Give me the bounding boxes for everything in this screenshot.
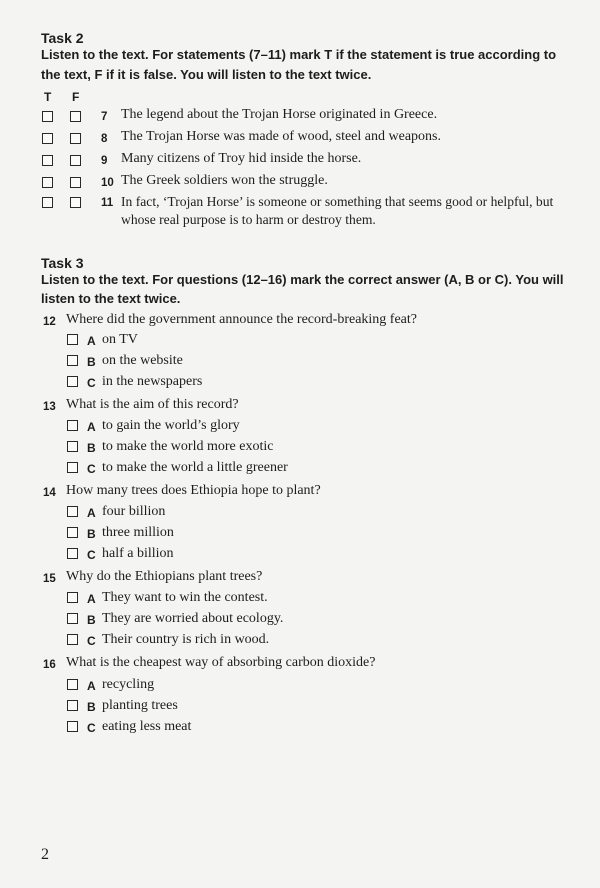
true-column-header: T	[44, 90, 52, 104]
q14-option-a-text: four billion	[102, 504, 166, 519]
q13-option-a-text: to gain the world’s glory	[102, 418, 240, 433]
statement-8-true-checkbox[interactable]	[42, 133, 53, 144]
false-column-header: F	[72, 90, 80, 104]
task3-instruction-line1: Listen to the text. For questions (12–16) mark the correct answer (A, B or C). You will	[41, 272, 564, 287]
q15-option-a-text: They want to win the contest.	[102, 590, 268, 605]
q13-option-a-letter: A	[87, 420, 96, 434]
page-number: 2	[41, 846, 49, 863]
q16-option-b-letter: B	[87, 700, 96, 714]
question-12-text: Where did the government announce the record-breaking feat?	[66, 312, 417, 327]
q13-option-c-text: to make the world a little greener	[102, 460, 288, 475]
q16-option-a-text: recycling	[102, 677, 155, 692]
q15-option-c-text: Their country is rich in wood.	[102, 632, 270, 647]
question-14-number: 14	[43, 487, 56, 499]
statement-11-true-checkbox[interactable]	[42, 197, 53, 208]
q14-option-a-letter: A	[87, 506, 96, 520]
statement-10-text: The Greek soldiers won the struggle.	[121, 173, 328, 188]
question-16-text: What is the cheapest way of absorbing carbon dioxide?	[66, 655, 376, 670]
statement-7-text: The legend about the Trojan Horse originated in Greece.	[121, 107, 438, 122]
q14-option-a-checkbox[interactable]	[67, 506, 78, 517]
task2-title: Task 2	[41, 30, 84, 46]
q12-option-a-text: on TV	[102, 332, 138, 347]
q15-option-b-text: They are worried about ecology.	[102, 611, 284, 626]
q12-option-b-text: on the website	[102, 353, 183, 368]
q13-option-b-text: to make the world more exotic	[102, 439, 274, 454]
statement-11-false-checkbox[interactable]	[70, 197, 81, 208]
statement-8-text: The Trojan Horse was made of wood, steel and weapons.	[121, 129, 441, 144]
q12-option-b-checkbox[interactable]	[67, 355, 78, 366]
q15-option-a-letter: A	[87, 592, 96, 606]
q14-option-b-checkbox[interactable]	[67, 527, 78, 538]
question-15-number: 15	[43, 573, 56, 585]
question-13-text: What is the aim of this record?	[66, 397, 239, 412]
question-15-text: Why do the Ethiopians plant trees?	[66, 569, 263, 584]
statement-7-false-checkbox[interactable]	[70, 111, 81, 122]
q13-option-b-letter: B	[87, 441, 96, 455]
statement-7-number: 7	[101, 111, 108, 123]
question-12-number: 12	[43, 316, 56, 328]
statement-8-false-checkbox[interactable]	[70, 133, 81, 144]
statement-11-text-line2: whose real purpose is to harm or destroy them.	[121, 212, 376, 227]
statement-7-true-checkbox[interactable]	[42, 111, 53, 122]
task3-title: Task 3	[41, 255, 84, 271]
q14-option-b-text: three million	[102, 525, 174, 540]
q13-option-b-checkbox[interactable]	[67, 441, 78, 452]
question-16-number: 16	[43, 659, 56, 671]
statement-11-text-line1: In fact, ‘Trojan Horse’ is someone or something that seems good or helpful, but	[121, 194, 554, 209]
q12-option-c-checkbox[interactable]	[67, 376, 78, 387]
task3-instruction-line2: listen to the text twice.	[41, 291, 181, 306]
statement-10-number: 10	[101, 177, 114, 189]
q13-option-c-letter: C	[87, 462, 96, 476]
q12-option-b-letter: B	[87, 355, 96, 369]
statement-11-number: 11	[101, 197, 114, 209]
question-14-text: How many trees does Ethiopia hope to plant?	[66, 483, 321, 498]
q14-option-b-letter: B	[87, 527, 96, 541]
q12-option-a-checkbox[interactable]	[67, 334, 78, 345]
q15-option-c-letter: C	[87, 634, 96, 648]
q15-option-a-checkbox[interactable]	[67, 592, 78, 603]
statement-8-number: 8	[101, 133, 108, 145]
statement-9-text: Many citizens of Troy hid inside the horse.	[121, 151, 362, 166]
q15-option-b-letter: B	[87, 613, 96, 627]
statement-10-true-checkbox[interactable]	[42, 177, 53, 188]
q16-option-b-text: planting trees	[102, 698, 178, 713]
statement-9-false-checkbox[interactable]	[70, 155, 81, 166]
question-13-number: 13	[43, 401, 56, 413]
q13-option-a-checkbox[interactable]	[67, 420, 78, 431]
q12-option-c-letter: C	[87, 376, 96, 390]
q16-option-b-checkbox[interactable]	[67, 700, 78, 711]
task2-instruction-line2: the text, F if it is false. You will listen to the text twice.	[41, 67, 372, 82]
q14-option-c-letter: C	[87, 548, 96, 562]
q15-option-c-checkbox[interactable]	[67, 634, 78, 645]
q13-option-c-checkbox[interactable]	[67, 462, 78, 473]
q16-option-c-letter: C	[87, 721, 96, 735]
q16-option-a-checkbox[interactable]	[67, 679, 78, 690]
statement-9-number: 9	[101, 155, 108, 167]
q16-option-c-checkbox[interactable]	[67, 721, 78, 732]
q16-option-a-letter: A	[87, 679, 96, 693]
q16-option-c-text: eating less meat	[102, 719, 192, 734]
statement-10-false-checkbox[interactable]	[70, 177, 81, 188]
q12-option-c-text: in the newspapers	[102, 374, 203, 389]
task2-instruction-line1: Listen to the text. For statements (7–11) mark T if the statement is true according to	[41, 47, 557, 62]
q12-option-a-letter: A	[87, 334, 96, 348]
q15-option-b-checkbox[interactable]	[67, 613, 78, 624]
q14-option-c-checkbox[interactable]	[67, 548, 78, 559]
q14-option-c-text: half a billion	[102, 546, 174, 561]
statement-9-true-checkbox[interactable]	[42, 155, 53, 166]
